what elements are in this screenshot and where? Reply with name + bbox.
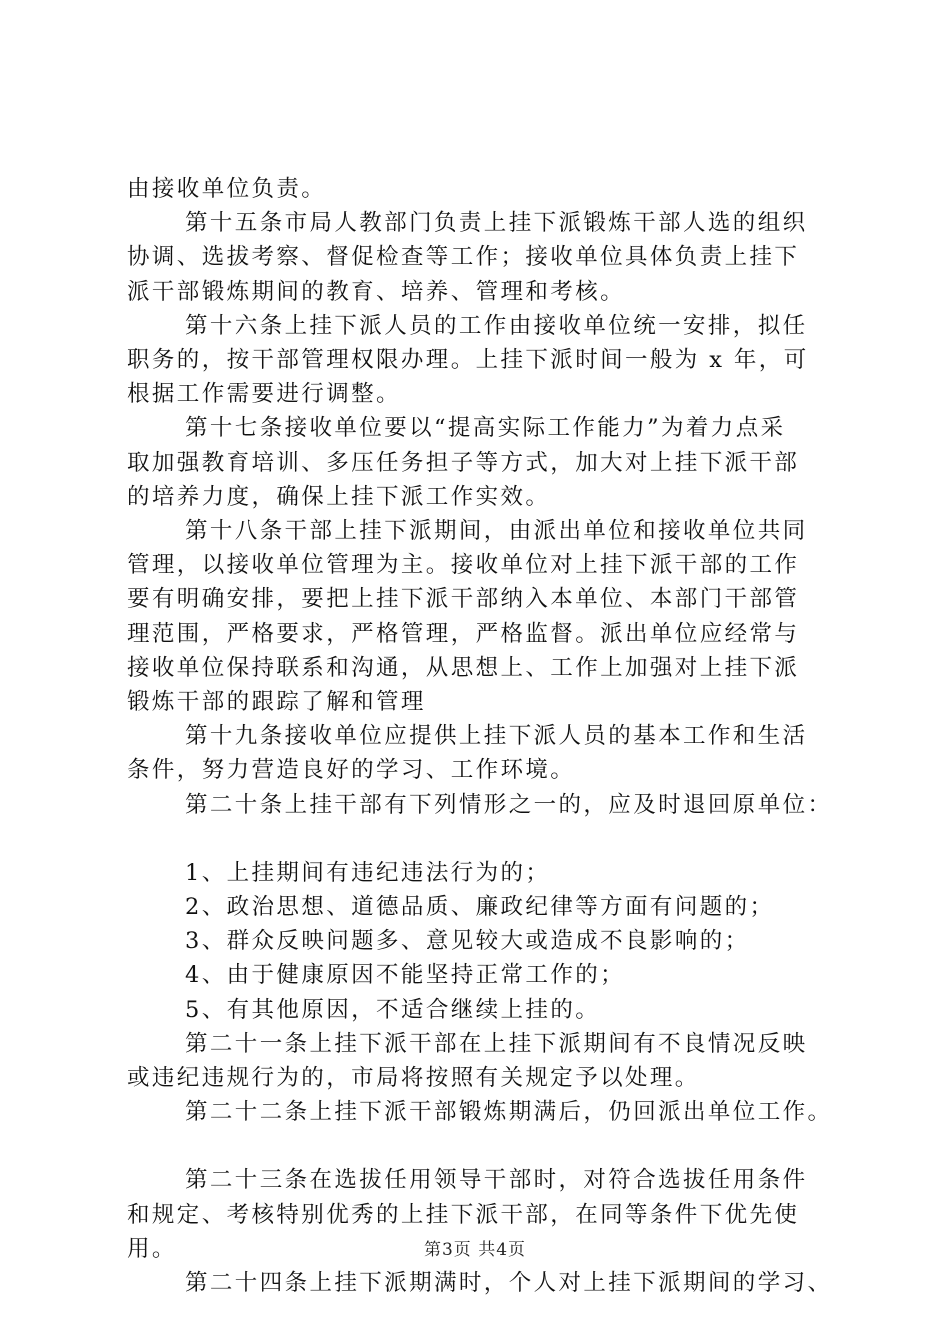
paragraph-article-18: 第十八条干部上挂下派期间，由派出单位和接收单位共同 [185, 518, 808, 545]
text-line: 锻炼干部的跟踪了解和管理 [127, 689, 426, 716]
text-line: 理范围，严格要求，严格管理，严格监督。派出单位应经常与 [127, 620, 800, 647]
text-line: 接收单位保持联系和沟通，从思想上、工作上加强对上挂下派 [127, 654, 800, 681]
paragraph-article-21: 第二十一条上挂下派干部在上挂下派期间有不良情况反映 [185, 1030, 808, 1057]
paragraph-article-17: 第十七条接收单位要以“提高实际工作能力”为着力点采 [185, 415, 786, 442]
paragraph-article-20: 第二十条上挂干部有下列情形之一的，应及时退回原单位： [185, 791, 833, 818]
list-item: 4、由于健康原因不能坚持正常工作的； [185, 962, 626, 989]
blank-line [127, 822, 839, 856]
paragraph-article-24: 第二十四条上挂下派期满时，个人对上挂下派期间的学习、 [185, 1270, 833, 1297]
page-footer: 第3页 共4页 [423, 1240, 527, 1260]
text-line: 要有明确安排，要把上挂下派干部纳入本单位、本部门干部管 [127, 586, 800, 613]
text-line: 条件，努力营造良好的学习、工作环境。 [127, 757, 576, 784]
blank-line [127, 1129, 839, 1163]
text-line: 协调、选拔考察、督促检查等工作；接收单位具体负责上挂下 [127, 244, 800, 271]
paragraph-article-19: 第十九条接收单位应提供上挂下派人员的基本工作和生活 [185, 723, 808, 750]
text-line: 取加强教育培训、多压任务担子等方式，加大对上挂下派干部 [127, 449, 800, 476]
paragraph-article-15: 第十五条市局人教部门负责上挂下派锻炼干部人选的组织 [185, 210, 808, 237]
paragraph-article-16: 第十六条上挂下派人员的工作由接收单位统一安排，拟任 [185, 312, 808, 339]
list-item: 2、政治思想、道德品质、廉政纪律等方面有问题的； [185, 894, 775, 921]
text-line: 根据工作需要进行调整。 [127, 381, 401, 408]
text-line: 或违纪违规行为的，市局将按照有关规定予以处理。 [127, 1065, 700, 1092]
paragraph-article-22: 第二十二条上挂下派干部锻炼期满后，仍回派出单位工作。 [185, 1099, 833, 1126]
text-line: 职务的，按干部管理权限办理。上挂下派时间一般为 x 年，可 [127, 347, 809, 374]
paragraph-article-23: 第二十三条在选拔任用领导干部时，对符合选拔任用条件 [185, 1167, 808, 1194]
list-item: 5、有其他原因，不适合继续上挂的。 [185, 996, 601, 1023]
text-line: 和规定、考核特别优秀的上挂下派干部，在同等条件下优先使 [127, 1201, 800, 1228]
text-line: 管理，以接收单位管理为主。接收单位对上挂下派干部的工作 [127, 552, 800, 579]
text-line: 用。 [127, 1235, 177, 1262]
text-line: 派干部锻炼期间的教育、培养、管理和考核。 [127, 278, 626, 305]
list-item: 1、上挂期间有违纪违法行为的； [185, 859, 551, 886]
text-line: 的培养力度，确保上挂下派工作实效。 [127, 483, 551, 510]
document-body [127, 172, 839, 1300]
text-line: 由接收单位负责。 [127, 176, 327, 202]
list-item: 3、群众反映问题多、意见较大或造成不良影响的； [185, 928, 750, 955]
